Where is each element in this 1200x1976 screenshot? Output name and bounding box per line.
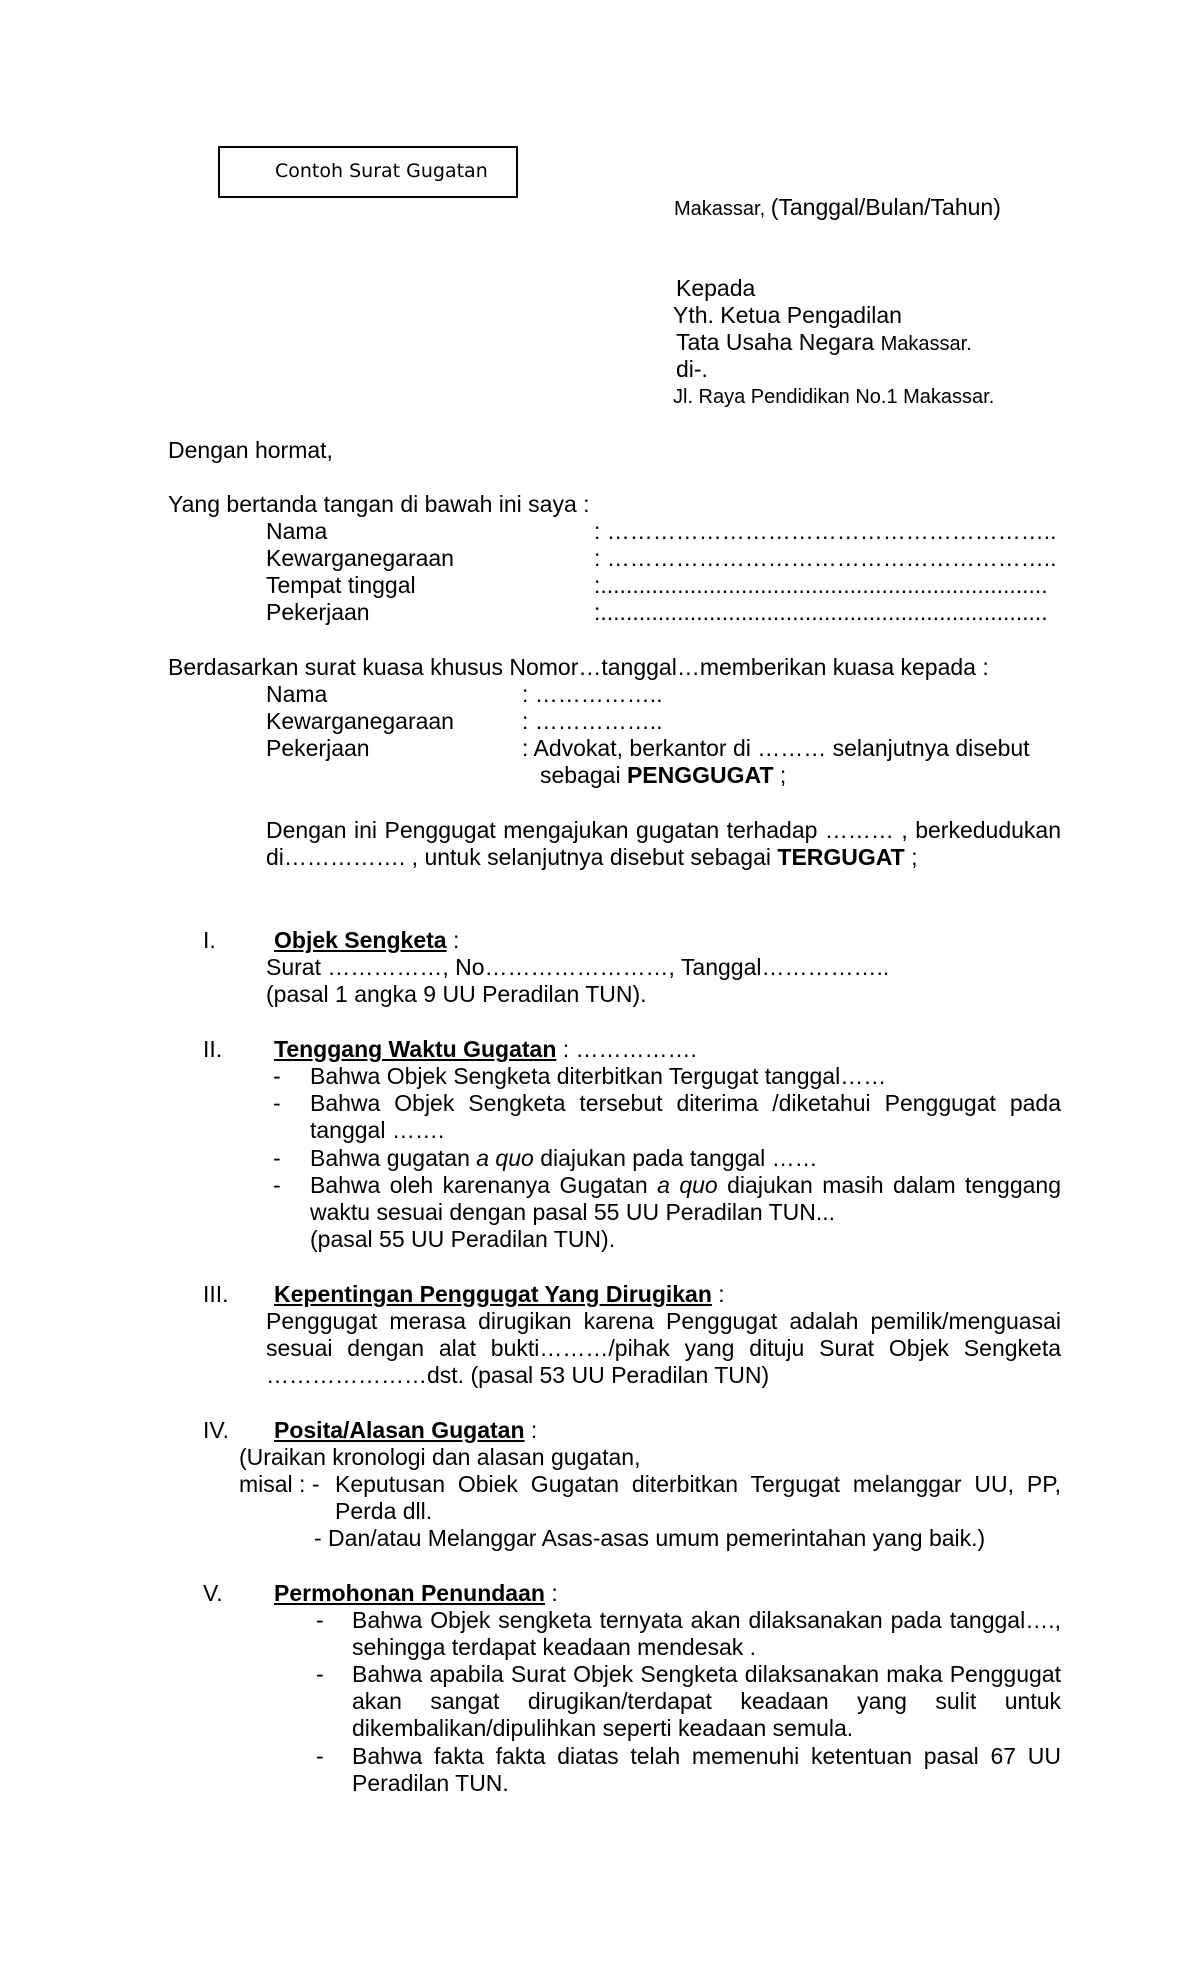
- section-colon: :: [446, 927, 460, 953]
- power-continuation: [540, 762, 786, 789]
- section-number: I.: [203, 927, 216, 953]
- section-heading: [274, 927, 459, 954]
- statement-end: ;: [904, 844, 918, 870]
- section-number: III.: [203, 1281, 229, 1307]
- list-item: Bahwa fakta fakta diatas telah memenuhi ketentuan pasal 67 UU Peradilan TUN.: [352, 1743, 1061, 1796]
- section-colon: :: [544, 1580, 558, 1606]
- place-date: [674, 194, 1001, 223]
- penggugat-label: PENGGUGAT: [626, 762, 774, 788]
- signer-field-value: :......................................................................: [594, 572, 1048, 598]
- section-colon: :: [711, 1281, 725, 1307]
- list-item: Bahwa apabila Surat Objek Sengketa dilaksanakan maka Penggugat akan sangat dirugikan/terdapat keadaan yang sulit untuk dikembalikan/dipulihkan seperti keadaan semula.: [352, 1661, 1061, 1741]
- power-field-label: Pekerjaan: [266, 735, 370, 761]
- section-number: IV.: [203, 1417, 230, 1443]
- salutation: Dengan hormat,: [168, 437, 333, 463]
- list-item: Keputusan Obiek Gugatan diterbitkan Tergugat melanggar UU, PP, Perda dll.: [335, 1471, 1061, 1524]
- power-cont-c: ;: [773, 762, 787, 788]
- section-heading: [274, 1036, 697, 1063]
- bullet-dash: -: [273, 1145, 281, 1171]
- power-field-label: Nama: [266, 681, 328, 707]
- recipient-address: Jl. Raya Pendidikan No.1 Makassar.: [673, 386, 995, 408]
- section-heading: [274, 1417, 537, 1444]
- statement-paragraph: [266, 817, 1061, 871]
- signer-field-value: : …………………………………………………..: [594, 518, 1057, 544]
- example-label-box: [218, 146, 518, 198]
- power-field-value: : ……………..: [522, 708, 663, 734]
- signer-intro: Yang bertanda tangan di bawah ini saya :: [168, 491, 590, 517]
- section-number: V.: [203, 1580, 223, 1606]
- example-label: Contoh Surat Gugatan: [275, 160, 488, 182]
- power-intro: Berdasarkan surat kuasa khusus Nomor…tanggal…memberikan kuasa kepada :: [168, 654, 989, 680]
- signer-field-value: : …………………………………………………..: [594, 545, 1057, 571]
- section-colon: : …………….: [556, 1036, 697, 1062]
- a-quo-term: a quo: [476, 1145, 534, 1171]
- power-field-value: : Advokat, berkantor di ……… selanjutnya disebut: [522, 735, 1030, 761]
- signer-field-label: Tempat tinggal: [266, 572, 416, 598]
- section-colon: :: [524, 1417, 538, 1443]
- tergugat-label: TERGUGAT: [777, 844, 905, 870]
- power-cont-a: sebagai: [540, 762, 627, 788]
- section-paragraph: Penggugat merasa dirugikan karena Penggugat adalah pemilik/menguasai sesuai dengan alat bukti………/pihak yang dituju Surat Objek Sengketa …………………dst. (pasal 53 UU Peradilan TUN): [266, 1308, 1061, 1388]
- list-item: Bahwa Objek sengketa ternyata akan dilaksanakan pada tanggal…., sehingga terdapat keadaan mendesak .: [352, 1607, 1061, 1660]
- bullet-dash: -: [273, 1172, 281, 1198]
- item-text-end: diajukan masih dalam tenggang waktu sesuai dengan pasal 55 UU Peradilan TUN...: [310, 1172, 1061, 1225]
- list-item: Bahwa Objek Sengketa tersebut diterima /diketahui Penggugat pada tanggal …….: [310, 1090, 1061, 1143]
- bullet-dash: -: [316, 1661, 324, 1687]
- section-title: Tenggang Waktu Gugatan: [274, 1036, 557, 1062]
- signer-field-value: :......................................................................: [594, 599, 1048, 625]
- bullet-dash: -: [273, 1063, 281, 1089]
- item-text: Bahwa gugatan: [310, 1145, 477, 1171]
- section-title: Kepentingan Penggugat Yang Dirugikan: [274, 1281, 712, 1307]
- section-line: (Uraikan kronologi dan alasan gugatan,: [239, 1444, 641, 1470]
- section-line: (pasal 55 UU Peradilan TUN).: [310, 1226, 616, 1252]
- section-line: (pasal 1 angka 9 UU Peradilan TUN).: [266, 981, 647, 1007]
- list-item: [310, 1145, 1061, 1172]
- signer-field-label: Pekerjaan: [266, 599, 370, 625]
- recipient-line-3a: Tata Usaha Negara: [676, 329, 881, 355]
- misal-prefix: misal : -: [239, 1471, 320, 1497]
- section-number: II.: [203, 1036, 223, 1062]
- bullet-dash: -: [273, 1090, 281, 1116]
- section-title: Objek Sengketa: [274, 927, 447, 953]
- item-text-end: diajukan pada tanggal ……: [533, 1145, 818, 1171]
- recipient-line-3: [676, 329, 972, 358]
- a-quo-term: a quo: [657, 1172, 718, 1198]
- bullet-dash: -: [316, 1743, 324, 1769]
- section-heading: [274, 1580, 558, 1607]
- place-city: Makassar,: [674, 198, 771, 220]
- section-title: Posita/Alasan Gugatan: [274, 1417, 525, 1443]
- list-item: - Dan/atau Melanggar Asas-asas umum pemerintahan yang baik.): [314, 1525, 986, 1551]
- bullet-dash: -: [316, 1607, 324, 1633]
- recipient-line-1: Kepada: [676, 275, 756, 301]
- list-item: Bahwa Objek Sengketa diterbitkan Tergugat tanggal……: [310, 1063, 887, 1089]
- signer-field-label: Kewarganegaraan: [266, 545, 454, 571]
- list-item: [310, 1172, 1061, 1226]
- letter-date: (Tanggal/Bulan/Tahun): [770, 194, 1001, 220]
- section-heading: [274, 1281, 725, 1308]
- statement-text: Dengan ini Penggugat mengajukan gugatan terhadap ……… , berkedudukan di……………. , untuk selanjutnya disebut sebagai: [266, 817, 1061, 870]
- recipient-line-4: di-.: [676, 356, 708, 382]
- power-field-label: Kewarganegaraan: [266, 708, 454, 734]
- signer-field-label: Nama: [266, 518, 328, 544]
- item-text: Bahwa oleh karenanya Gugatan: [310, 1172, 658, 1198]
- section-line: Surat ……………, No……………………, Tanggal……………..: [266, 954, 890, 980]
- recipient-line-3b: Makassar.: [880, 333, 972, 355]
- power-field-value: : ……………..: [522, 681, 663, 707]
- recipient-line-2: Yth. Ketua Pengadilan: [673, 302, 902, 328]
- section-title: Permohonan Penundaan: [274, 1580, 545, 1606]
